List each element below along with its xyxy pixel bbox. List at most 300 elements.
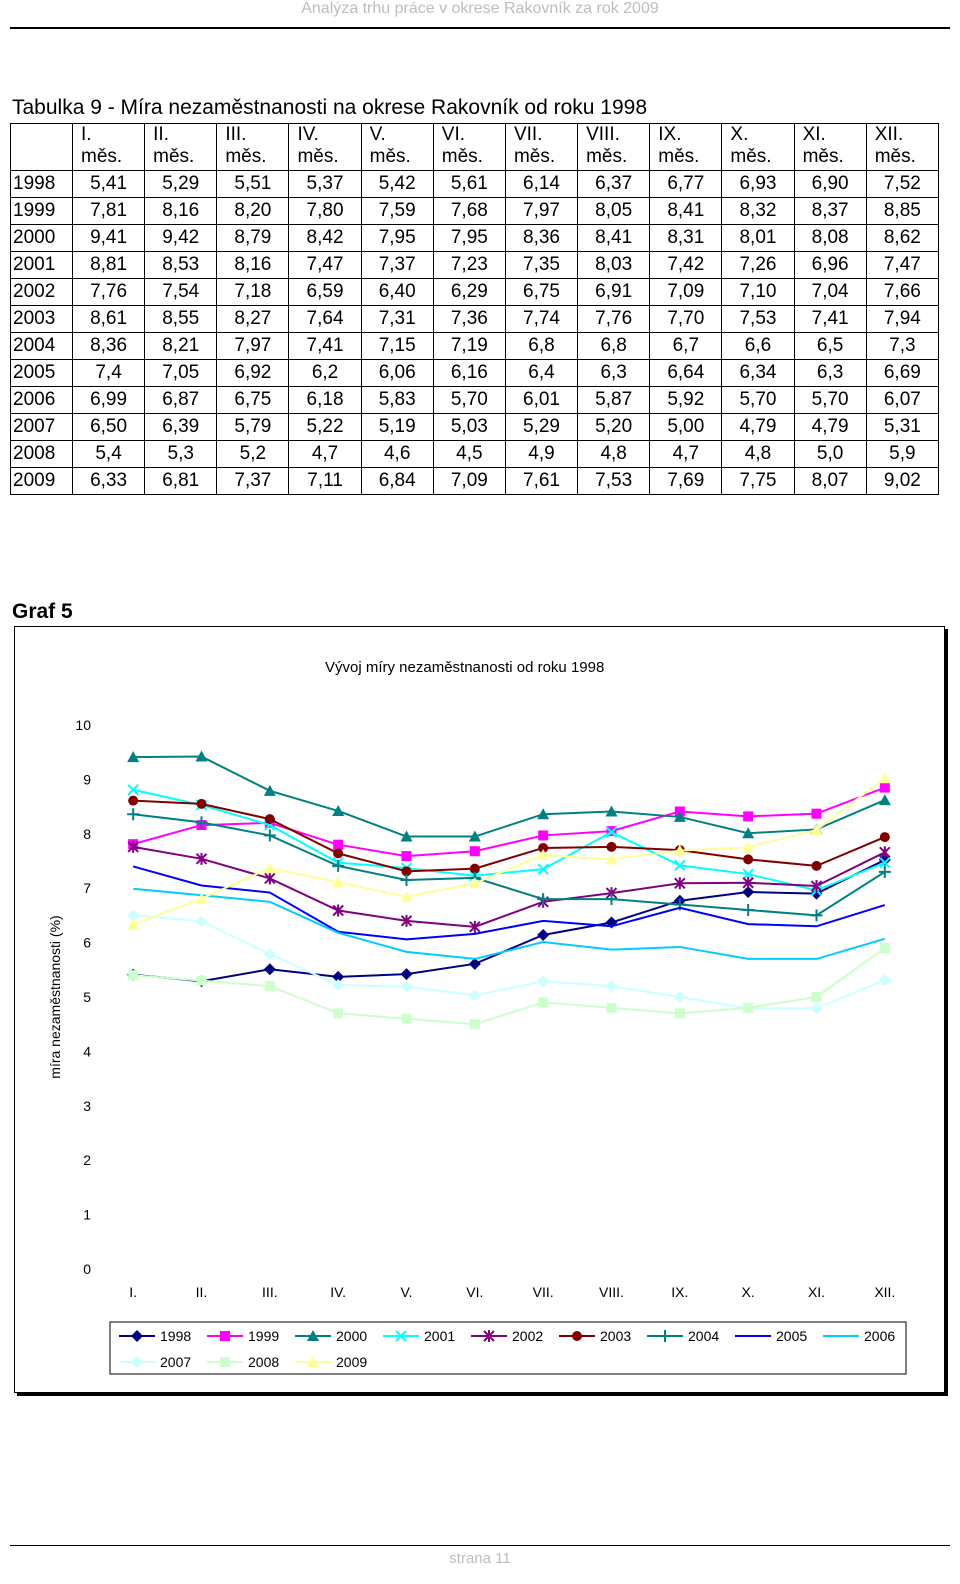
value-cell: 5,3 [145,441,217,468]
series-point [812,992,822,1002]
series-line-2005 [133,866,885,939]
y-tick-label: 3 [83,1097,91,1114]
year-cell: 2006 [11,387,73,414]
y-tick-label: 5 [83,989,91,1005]
y-tick-label: 7 [83,880,91,897]
value-cell: 7,18 [217,279,289,306]
value-cell: 7,70 [650,306,722,333]
value-cell: 8,79 [217,225,289,252]
value-cell: 6,77 [650,171,722,198]
value-cell: 6,6 [722,333,794,360]
series-point [264,785,276,796]
y-tick-label: 0 [83,1261,91,1277]
series-point [128,970,138,980]
value-cell: 7,47 [289,252,361,279]
value-cell: 5,29 [145,171,217,198]
value-cell: 7,3 [866,333,938,360]
graph-label: Graf 5 [12,600,73,623]
value-cell: 5,70 [433,387,505,414]
legend-label: 2004 [688,1328,720,1344]
series-point [880,783,890,793]
value-cell: 7,95 [433,225,505,252]
value-cell: 6,69 [866,360,938,387]
month-label: VII. [513,124,543,145]
month-label: IV. [297,124,319,145]
y-tick-label: 6 [83,934,91,951]
month-suffix: měs. [225,146,267,167]
month-suffix: měs. [513,146,556,167]
value-cell: 6,3 [578,360,650,387]
value-cell: 7,35 [505,252,577,279]
unemployment-table [10,123,939,495]
month-header-cell [866,124,938,171]
series-point [128,796,138,806]
value-cell: 6,59 [289,279,361,306]
month-label: X. [730,124,749,145]
value-cell: 6,39 [145,414,217,441]
month-label: III. [225,124,247,145]
x-tick-label: VI. [466,1284,484,1300]
series-point [812,809,822,819]
value-cell: 8,27 [217,306,289,333]
year-cell: 2008 [11,441,73,468]
value-cell: 6,40 [361,279,433,306]
value-cell: 7,94 [866,306,938,333]
series-point [879,772,891,783]
value-cell: 7,04 [794,279,866,306]
legend-label: 2002 [512,1328,544,1344]
value-cell: 6,7 [650,333,722,360]
x-tick-label: V. [400,1284,413,1300]
y-tick-label: 10 [75,717,91,733]
value-cell: 7,26 [722,252,794,279]
value-cell: 8,36 [73,333,145,360]
series-point [538,830,548,840]
value-cell: 8,42 [289,225,361,252]
value-cell: 7,23 [433,252,505,279]
value-cell: 8,81 [73,252,145,279]
value-cell: 7,47 [866,252,938,279]
value-cell: 7,19 [433,333,505,360]
month-suffix: měs. [441,146,483,167]
y-tick-label: 2 [83,1152,91,1169]
page-footer: strana 11 [449,1550,511,1567]
series-point [607,1003,617,1013]
month-suffix: měs. [658,146,700,167]
value-cell: 7,54 [145,279,217,306]
series-point [674,991,686,1003]
value-cell: 7,41 [289,333,361,360]
value-cell: 5,20 [578,414,650,441]
year-cell: 2009 [11,468,73,495]
value-cell: 8,85 [866,198,938,225]
value-cell: 8,36 [505,225,577,252]
value-cell: 7,37 [217,468,289,495]
legend-label: 1999 [248,1328,280,1344]
x-tick-label: VII. [532,1284,554,1300]
month-header-cell [433,124,505,171]
value-cell: 7,42 [650,252,722,279]
table-title: Tabulka 9 - Míra nezaměstnanosti na okrese Rakovník od roku 1998 [12,96,648,119]
month-suffix: měs. [153,146,195,167]
value-cell: 8,41 [578,225,650,252]
month-header-cell [289,124,361,171]
y-tick-label: 8 [83,825,91,842]
value-cell: 4,5 [433,441,505,468]
value-cell: 6,84 [361,468,433,495]
value-cell: 7,68 [433,198,505,225]
value-cell: 7,76 [73,279,145,306]
value-cell: 6,06 [361,360,433,387]
series-point [469,989,481,1001]
series-point [401,968,413,980]
series-point [812,861,822,871]
value-cell: 4,79 [794,414,866,441]
year-cell: 1998 [11,171,73,198]
value-cell: 8,62 [866,225,938,252]
legend-label: 2003 [600,1328,632,1344]
value-cell: 7,09 [650,279,722,306]
series-point [606,980,618,992]
value-cell: 4,79 [722,414,794,441]
x-tick-label: VIII. [599,1284,624,1300]
month-suffix: měs. [802,146,844,167]
value-cell: 8,41 [650,198,722,225]
value-cell: 7,97 [217,333,289,360]
value-cell: 6,37 [578,171,650,198]
month-suffix: měs. [730,146,772,167]
chart-frame [14,626,945,1393]
header-corner-cell [11,124,73,171]
series-point [538,997,548,1007]
series-point [220,1331,230,1341]
series-point [402,1014,412,1024]
value-cell: 6,90 [794,171,866,198]
legend-label: 2000 [336,1328,368,1344]
series-point [264,862,276,873]
year-cell: 1999 [11,198,73,225]
footer-rule [10,1545,950,1546]
value-cell: 6,75 [505,279,577,306]
value-cell: 5,70 [794,387,866,414]
series-point [220,1357,230,1367]
month-header-cell [361,124,433,171]
value-cell: 5,22 [289,414,361,441]
series-point [196,915,208,927]
month-suffix: měs. [586,146,628,167]
series-point [879,794,891,805]
x-tick-label: X. [741,1284,755,1300]
legend-label: 2006 [864,1328,896,1344]
y-tick-label: 9 [83,771,91,788]
value-cell: 4,6 [361,441,433,468]
value-cell: 6,87 [145,387,217,414]
value-cell: 7,36 [433,306,505,333]
value-cell: 6,81 [145,468,217,495]
table-row [11,252,939,279]
month-label: VIII. [586,124,620,145]
month-label: I. [81,124,92,145]
month-header-cell [722,124,794,171]
month-header-cell [73,124,145,171]
x-tick-label: IX. [671,1284,689,1300]
value-cell: 6,50 [73,414,145,441]
series-point [264,948,276,960]
table-row [11,333,939,360]
legend-label: 1998 [160,1328,192,1344]
value-cell: 8,55 [145,306,217,333]
series-point [470,846,480,856]
year-cell: 2005 [11,360,73,387]
legend-label: 2005 [776,1328,808,1344]
year-cell: 2001 [11,252,73,279]
value-cell: 6,99 [73,387,145,414]
month-label: XI. [802,124,826,145]
series-point [265,814,275,824]
value-cell: 7,10 [722,279,794,306]
month-header-cell [794,124,866,171]
series-point [333,840,343,850]
month-suffix: měs. [369,146,411,167]
year-cell: 2007 [11,414,73,441]
value-cell: 8,37 [794,198,866,225]
table-row [11,441,939,468]
value-cell: 9,02 [866,468,938,495]
series-point [743,1003,753,1013]
month-suffix: měs. [81,146,123,167]
value-cell: 7,64 [289,306,361,333]
series-point [675,1008,685,1018]
value-cell: 6,92 [217,360,289,387]
value-cell: 8,61 [73,306,145,333]
value-cell: 5,70 [722,387,794,414]
y-tick-label: 1 [83,1206,91,1223]
table-row [11,225,939,252]
value-cell: 6,18 [289,387,361,414]
legend-label: 2001 [424,1328,456,1344]
series-point [880,846,890,858]
value-cell: 5,00 [650,414,722,441]
value-cell: 7,61 [505,468,577,495]
x-tick-label: III. [262,1284,278,1300]
value-cell: 5,61 [433,171,505,198]
value-cell: 5,92 [650,387,722,414]
series-point [811,1002,823,1014]
series-line-2007 [133,915,885,1008]
month-suffix: měs. [297,146,339,167]
value-cell: 5,79 [217,414,289,441]
series-point [572,1331,582,1341]
month-header-cell [217,124,289,171]
value-cell: 6,8 [505,333,577,360]
month-header-cell [650,124,722,171]
series-point [333,848,343,858]
value-cell: 6,96 [794,252,866,279]
value-cell: 7,69 [650,468,722,495]
value-cell: 4,8 [578,441,650,468]
value-cell: 7,31 [361,306,433,333]
month-header-cell [578,124,650,171]
series-point [332,979,344,991]
series-point [742,904,754,916]
month-header-cell [145,124,217,171]
value-cell: 8,32 [722,198,794,225]
series-point [470,1019,480,1029]
year-cell: 2004 [11,333,73,360]
value-cell: 8,01 [722,225,794,252]
value-cell: 5,29 [505,414,577,441]
series-point [606,893,618,905]
value-cell: 5,2 [217,441,289,468]
value-cell: 8,08 [794,225,866,252]
series-point [401,874,413,886]
value-cell: 7,53 [578,468,650,495]
value-cell: 6,5 [794,333,866,360]
value-cell: 7,97 [505,198,577,225]
value-cell: 5,42 [361,171,433,198]
value-cell: 8,16 [217,252,289,279]
series-point [811,909,823,921]
value-cell: 8,16 [145,198,217,225]
value-cell: 5,41 [73,171,145,198]
value-cell: 9,42 [145,225,217,252]
series-line-2001 [133,790,885,891]
series-point [880,832,890,842]
table-row [11,198,939,225]
x-tick-label: XII. [874,1284,896,1300]
legend-label: 2007 [160,1354,192,1370]
value-cell: 5,83 [361,387,433,414]
month-header-cell [505,124,577,171]
series-point [879,974,891,986]
month-label: IX. [658,124,682,145]
series-point [537,929,549,941]
value-cell: 5,87 [578,387,650,414]
table-row [11,306,939,333]
series-point [127,919,139,930]
table-row [11,279,939,306]
series-point [197,976,207,986]
value-cell: 4,7 [289,441,361,468]
value-cell: 7,59 [361,198,433,225]
series-point [607,842,617,852]
table-row [11,171,939,198]
value-cell: 5,4 [73,441,145,468]
value-cell: 7,37 [361,252,433,279]
value-cell: 8,53 [145,252,217,279]
year-cell: 2003 [11,306,73,333]
value-cell: 6,3 [794,360,866,387]
page-header: Analýza trhu práce v okrese Rakovník za rok 2009 [301,0,659,17]
value-cell: 5,31 [866,414,938,441]
value-cell: 6,91 [578,279,650,306]
value-cell: 5,0 [794,441,866,468]
value-cell: 7,81 [73,198,145,225]
value-cell: 6,14 [505,171,577,198]
value-cell: 5,03 [433,414,505,441]
series-point [264,963,276,975]
value-cell: 4,8 [722,441,794,468]
value-cell: 8,05 [578,198,650,225]
value-cell: 9,41 [73,225,145,252]
table-header-row [11,124,939,171]
table-row [11,468,939,495]
series-point [537,975,549,987]
series-point [333,1008,343,1018]
value-cell: 7,74 [505,306,577,333]
series-line-2003 [133,801,885,872]
series-point [401,981,413,993]
y-tick-label: 4 [83,1043,91,1060]
x-tick-label: I. [129,1284,138,1300]
value-cell: 4,7 [650,441,722,468]
value-cell: 6,75 [217,387,289,414]
value-cell: 7,05 [145,360,217,387]
year-cell: 2000 [11,225,73,252]
chart-title: Vývoj míry nezaměstnanosti od roku 1998 [325,659,605,676]
value-cell: 6,8 [578,333,650,360]
value-cell: 7,53 [722,306,794,333]
table-row [11,360,939,387]
series-point [332,860,344,872]
x-tick-label: IV. [330,1284,347,1300]
value-cell: 7,11 [289,468,361,495]
series-point [127,808,139,820]
line-chart [15,627,944,1392]
value-cell: 6,33 [73,468,145,495]
value-cell: 7,41 [794,306,866,333]
series-point [743,854,753,864]
value-cell: 7,09 [433,468,505,495]
header-rule [10,27,950,29]
value-cell: 4,9 [505,441,577,468]
value-cell: 7,95 [361,225,433,252]
value-cell: 6,29 [433,279,505,306]
series-point [265,981,275,991]
value-cell: 6,16 [433,360,505,387]
month-suffix: měs. [874,146,916,167]
x-tick-label: II. [195,1284,208,1300]
table-row [11,387,939,414]
value-cell: 8,21 [145,333,217,360]
series-point [743,811,753,821]
legend-label: 2008 [248,1354,280,1370]
x-tick-label: XI. [807,1284,826,1300]
year-cell: 2002 [11,279,73,306]
value-cell: 6,93 [722,171,794,198]
value-cell: 7,52 [866,171,938,198]
value-cell: 8,07 [794,468,866,495]
series-point [264,829,276,841]
value-cell: 7,66 [866,279,938,306]
value-cell: 6,4 [505,360,577,387]
y-axis-title: míra nezaměstnanosti (%) [47,915,63,1079]
value-cell: 5,19 [361,414,433,441]
value-cell: 6,01 [505,387,577,414]
value-cell: 5,9 [866,441,938,468]
value-cell: 7,75 [722,468,794,495]
series-point [197,799,207,809]
value-cell: 8,20 [217,198,289,225]
table-row [11,414,939,441]
month-label: VI. [441,124,466,145]
series-line-2009 [133,778,885,924]
month-label: XII. [874,124,904,145]
series-point [880,943,890,953]
value-cell: 6,2 [289,360,361,387]
value-cell: 7,4 [73,360,145,387]
series-line-1999 [133,788,885,857]
